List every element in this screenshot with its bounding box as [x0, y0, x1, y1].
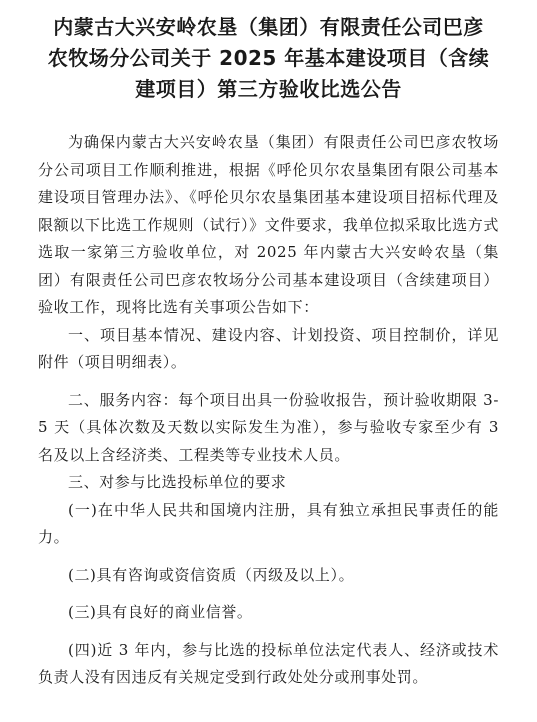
section-2-service-content: 二、服务内容：每个项目出具一份验收报告，预计验收期限 3-5 天（具体次数及天数以实际发生为准），参与验收专家至少有 3 名及以上含经济类、工程类等专业技术人员。 — [38, 390, 499, 464]
section-1-project-info: 一、项目基本情况、建设内容、计划投资、项目控制价，详见附件（项目明细表）。 — [38, 325, 499, 371]
title-line-1: 内蒙古大兴安岭农垦（集团）有限责任公司巴彦 — [53, 15, 484, 39]
requirement-1: (一)在中华人民共和国境内注册，具有独立承担民事责任的能力。 — [38, 500, 499, 546]
intro-paragraph: 为确保内蒙古大兴安岭农垦（集团）有限责任公司巴彦农牧场分公司项目工作顺利推进，根据《呼伦贝尔农垦集团有限公司基本建设项目管理办法》、《呼伦贝尔农垦集团基本建设项目招标代理及限额以下比选工作规则（试行）》文件要求，我单位拟采取比选方式选取一家第三方验收单位，对 2025 年内蒙古大兴安岭农垦（集团）有限责任公司巴彦农牧场分公司基本建设项目（含续建项目）验收工作，现将比选有关事项公告如下： — [38, 133, 499, 316]
section-3-heading: 三、对参与比选投标单位的要求 — [68, 473, 287, 491]
requirement-2: (二)具有咨询或资信资质（丙级及以上）。 — [68, 565, 355, 584]
requirement-4: (四)近 3 年内，参与比选的投标单位法定代表人、经济或技术负责人没有因违反有关规定受到行政处处分或刑事处罚。 — [38, 640, 499, 686]
requirement-3: (三)具有良好的商业信誉。 — [68, 603, 253, 621]
document-title — [22, 12, 515, 105]
title-line-2: 农牧场分公司关于 2025 年基本建设项目（含续 — [47, 46, 490, 70]
title-line-3: 建项目）第三方验收比选公告 — [135, 77, 402, 101]
document-body — [38, 129, 499, 692]
